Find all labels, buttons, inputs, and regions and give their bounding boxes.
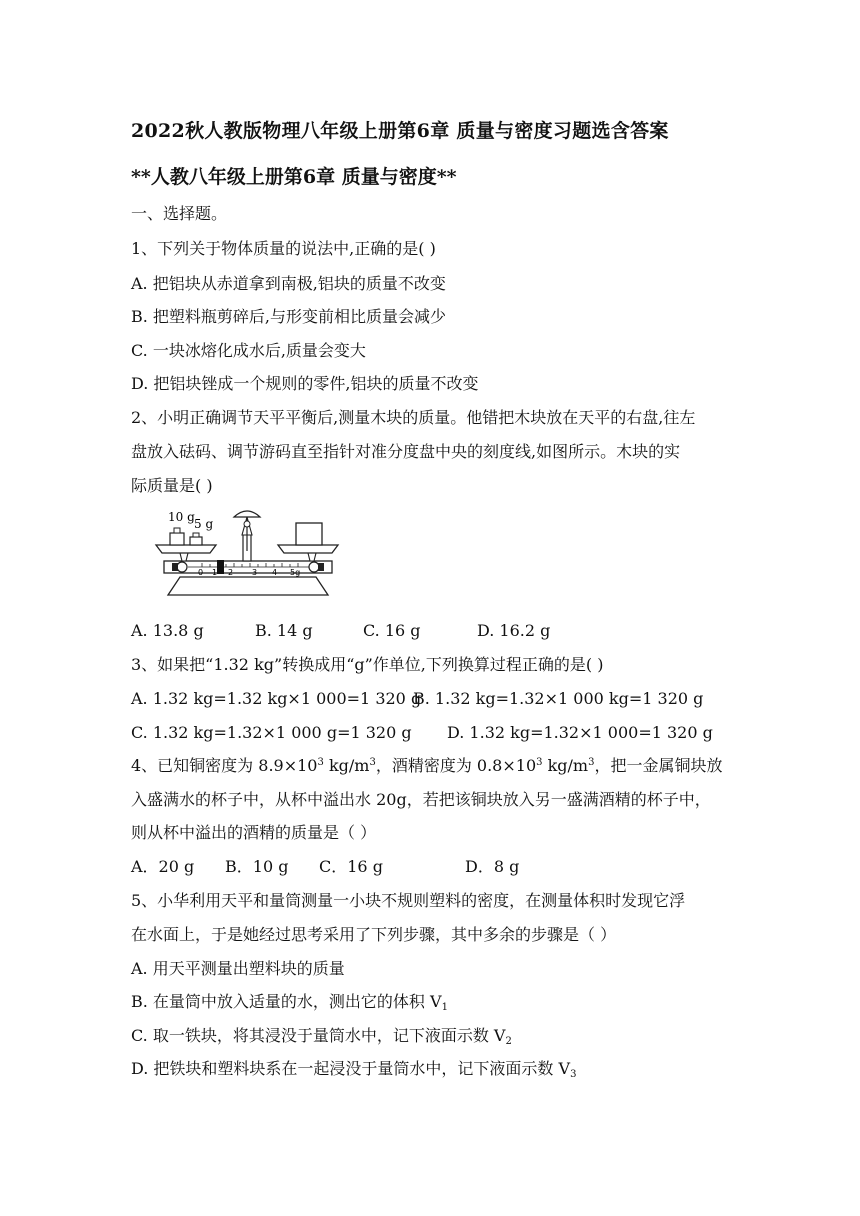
question-5-option-c: C. 取一铁块，将其浸没于量筒水中，记下液面示数 $V_2$ (131, 1026, 512, 1047)
question-4-stem-line-1: 4、已知铜密度为 $8.9\times 10^3$ $kg/m^3$，酒精密度为 $0.8\times 10^3$ $kg/m^3$，把一金属铜块放 (131, 756, 723, 775)
balance-scale-figure (150, 503, 340, 603)
scale-label-4: 4 (272, 568, 278, 577)
question-4-option-c: C．16 g (319, 857, 383, 876)
question-2-stem-line-1: 2、小明正确调节天平平衡后,测量木块的质量。他错把木块放在天平的右盘,往左 (131, 408, 696, 427)
question-1-option-a: A. 把铝块从赤道拿到南极,铝块的质量不改变 (131, 274, 446, 293)
question-3-option-c: C. 1.32 kg=1.32×1 000 g=1 320 g (131, 723, 412, 742)
question-2-option-a: A. 13.8 g (131, 621, 204, 640)
scale-label-2: 2 (228, 568, 234, 577)
question-1-stem: 1、下列关于物体质量的说法中,正确的是( ) (131, 239, 436, 258)
scale-label-0: 0 (198, 568, 204, 577)
question-4-option-a: A．20 g (131, 857, 195, 876)
document-title: 2022秋人教版物理八年级上册第6章 质量与密度习题选含答案 (131, 120, 669, 142)
question-5-stem-line-1: 5、小华利用天平和量筒测量一小块不规则塑料的密度，在测量体积时发现它浮 (131, 891, 686, 910)
question-3-option-a: A. 1.32 kg=1.32 kg×1 000=1 320 g (131, 689, 422, 708)
rider-marker (217, 560, 224, 574)
question-5-option-b: B. 在量筒中放入适量的水，测出它的体积 $V_1$ (131, 992, 448, 1013)
section-heading: 一、选择题。 (131, 204, 228, 223)
question-2-stem-line-3: 际质量是( ) (131, 476, 213, 495)
question-1-option-b: B. 把塑料瓶剪碎后,与形变前相比质量会减少 (131, 307, 447, 326)
question-1-option-d: D. 把铝块锉成一个规则的零件,铝块的质量不改变 (131, 374, 479, 393)
question-3-option-b: B. 1.32 kg=1.32×1 000 kg=1 320 g (413, 689, 704, 708)
question-2-option-c: C. 16 g (363, 621, 421, 640)
question-4-stem-line-2: 入盛满水的杯子中，从杯中溢出水 20g，若把该铜块放入另一盛满酒精的杯子中， (131, 790, 711, 809)
wood-block (296, 523, 322, 545)
question-5-stem-line-2: 在水面上，于是她经过思考采用了下列步骤，其中多余的步骤是（ ） (131, 925, 617, 944)
weight-10g-label: 10 g (168, 510, 195, 524)
question-1-option-c: C. 一块冰熔化成水后,质量会变大 (131, 341, 366, 360)
scale-label-3: 3 (252, 568, 258, 577)
question-2-option-b: B. 14 g (255, 621, 313, 640)
question-3-stem: 3、如果把“1.32 kg”转换成用“g”作单位,下列换算过程正确的是( ) (131, 655, 604, 674)
question-4-option-b: B．10 g (225, 857, 289, 876)
question-5-option-d: D. 把铁块和塑料块系在一起浸没于量筒水中，记下液面示数 $V_3$ (131, 1059, 577, 1080)
question-5-option-a: A. 用天平测量出塑料块的质量 (131, 959, 345, 978)
question-4-option-d: D．8 g (465, 857, 520, 876)
question-3-option-d: D. 1.32 kg=1.32×1 000=1 320 g (447, 723, 713, 742)
weight-5g-label: 5 g (194, 517, 214, 531)
scale-label-1: 1 (212, 568, 218, 577)
question-4-stem-line-3: 则从杯中溢出的酒精的质量是（ ） (131, 823, 377, 842)
scale-label-5g: 5g (290, 568, 301, 577)
question-2-stem-line-2: 盘放入砝码、调节游码直至指针对准分度盘中央的刻度线,如图所示。木块的实 (131, 442, 681, 461)
balance-scale-illustration (150, 503, 340, 603)
question-2-option-d: D. 16.2 g (477, 621, 551, 640)
document-subtitle: **人教八年级上册第6章 质量与密度** (131, 166, 457, 188)
